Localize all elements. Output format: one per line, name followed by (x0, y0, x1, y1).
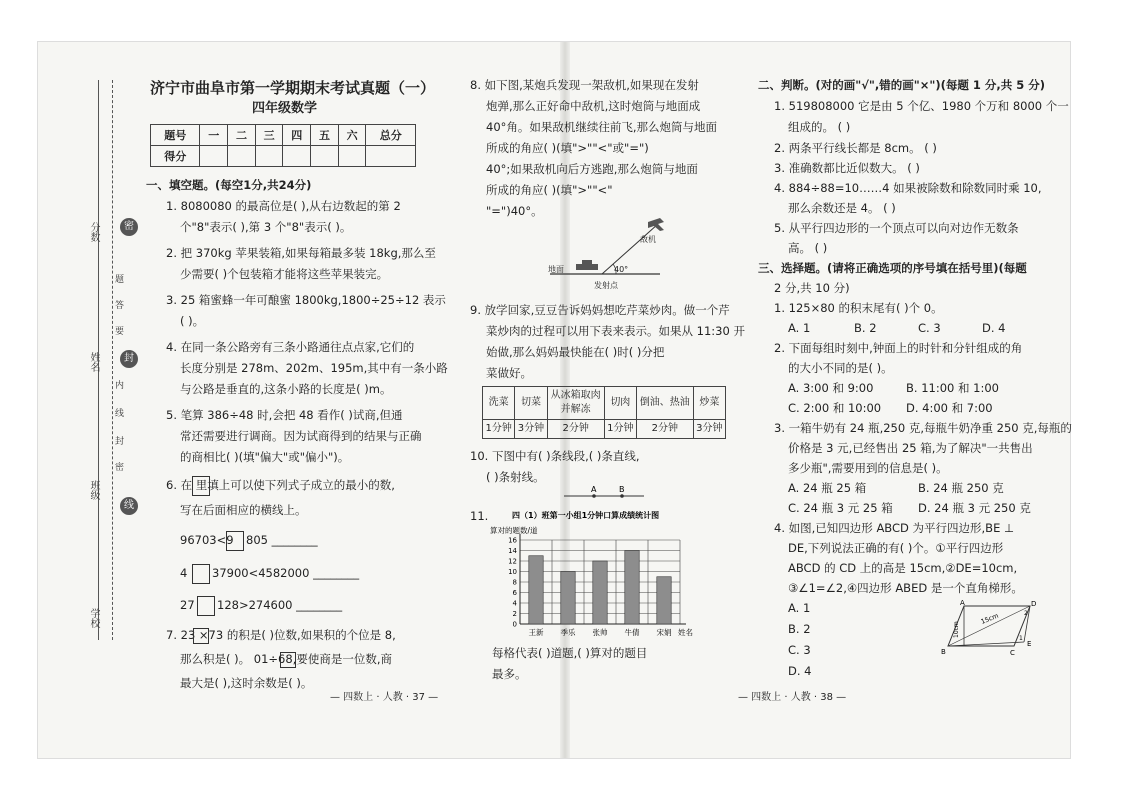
choice4-line3: ABCD 的 CD 上的高是 15cm,②DE=10cm, (788, 561, 1018, 575)
score-header-cell: 一 (200, 125, 228, 146)
point-b (620, 494, 624, 498)
q8-line6: 所成的角应( )(填">""<" (486, 183, 613, 197)
label-launch-point: 发射点 (594, 281, 618, 290)
q8-line5: 40°;如果敌机向后方逃跑,那么炮筒与地面 (486, 162, 698, 176)
score-cell[interactable] (283, 146, 311, 167)
chart-ytick-label: 8 (512, 578, 517, 587)
q10-line1: 10. 下图中有( )条线段,( )条直线, (470, 449, 640, 463)
chart-ylabel: 算对的题数/道 (490, 526, 538, 535)
choice3-line2: 价格是 3 元,已经售出 25 箱,为了解决"一共售出 (788, 441, 1033, 455)
bd-line (948, 606, 1030, 646)
point-a (592, 494, 596, 498)
tank-icon (576, 260, 598, 270)
q11-line2: 最多。 (492, 667, 527, 681)
process-time: 2分钟 (547, 420, 604, 439)
q4-line2: 长度分别是 278m、202m、195m,其中有一条小路 (180, 361, 448, 375)
score-header-cell: 二 (228, 125, 256, 146)
score-cell[interactable] (338, 146, 366, 167)
chart-ytick-label: 0 (512, 620, 517, 629)
label-ground: 地面 (548, 265, 564, 274)
chart-category-label: 牛倩 (624, 628, 640, 637)
margin-note-1: 题 (113, 274, 123, 283)
choice1-d: D. 4 (982, 321, 1006, 335)
q1-line1: 1. 8080080 的最高位是( ),从右边数起的第 2 (166, 199, 401, 213)
cannon-line (602, 224, 658, 274)
q7-line2: 那么积是( )。 01÷68,要使商是一位数,商 (180, 652, 392, 666)
length-10: 10cm (953, 621, 960, 638)
chart-category-label: 季乐 (560, 628, 576, 637)
parallelogram-figure (938, 598, 1038, 656)
right-footer: — 四数上 · 人教 · 38 — (738, 692, 847, 703)
q6-line2: 写在后面相应的横线上。 (180, 503, 307, 517)
choice4-line4: ③∠1=∠2,④四边形 ABED 是一个直角梯形。 (788, 581, 1023, 595)
chart-ytick-label: 6 (512, 589, 517, 597)
q7-line1: 7. 23 ×73 的积是( )位数,如果积的个位是 8, (166, 628, 396, 642)
score-cell[interactable] (200, 146, 228, 167)
q6-item1-left: 96703<9 (180, 533, 234, 547)
judge-line4: 3. 准确数都比近似数大。 ( ) (774, 161, 920, 175)
q4-line1: 4. 在同一条公路旁有三条小路通往点点家,它们的 (166, 340, 415, 354)
chart-title: 四（1）班第一小组1分钟口算成绩统计图 (512, 511, 660, 520)
margin-note-8: 密 (113, 462, 123, 471)
choice1-a: A. 1 (788, 321, 811, 335)
process-times-row (483, 420, 726, 439)
q10-line2: ( )条射线。 (486, 470, 545, 484)
chart-ytick-label: 10 (508, 568, 517, 576)
q5-line1: 5. 笔算 386÷48 时,会把 48 看作( )试商,但通 (166, 408, 403, 422)
chart-xlabel: 姓名 (678, 628, 693, 637)
vertex-c: C (1010, 649, 1015, 656)
section-fill-blank: 一、填空题。(每空1分,共24分) (146, 178, 312, 192)
judge-line1: 1. 519808000 它是由 5 个亿、1980 个万和 8000 个一 (774, 99, 1069, 113)
score-header-cell: 总分 (366, 125, 416, 146)
chart-ytick-label: 16 (508, 536, 517, 545)
plane-icon (648, 218, 664, 231)
margin-dashed-line (112, 80, 113, 640)
process-time: 3分钟 (515, 420, 547, 439)
seal-circle-feng: 封 (120, 350, 138, 368)
margin-label-school: 学校 (88, 608, 99, 628)
q1-line2: 个"8"表示( ),第 3 个"8"表示( )。 (180, 220, 352, 234)
score-header-cell: 五 (311, 125, 339, 146)
score-row-label: 得分 (151, 146, 200, 167)
chart-bar (593, 561, 607, 624)
angle-2: 2 (1024, 610, 1028, 617)
margin-note-7: 封 (113, 436, 123, 445)
q9-line4: 菜做好。 (486, 366, 532, 380)
score-header-cell: 六 (338, 125, 366, 146)
chart-bar (625, 551, 639, 625)
chart-bar (561, 572, 575, 625)
process-table (482, 386, 726, 439)
process-step: 洗菜 (483, 387, 515, 420)
q9-line3: 始做,那么妈妈最快能在( )时( )分把 (486, 345, 665, 359)
judge-line8: 高。 ( ) (788, 241, 828, 255)
chart-ytick-label: 12 (508, 557, 517, 566)
judge-line2: 组成的。 ( ) (788, 120, 851, 134)
exam-subtitle: 四年级数学 (252, 101, 318, 116)
margin-label-class: 班级 (88, 480, 99, 500)
score-header-cell: 四 (283, 125, 311, 146)
q6-sample-box (192, 476, 210, 496)
q8-line3: 40°角。如果敌机继续往前飞,那么炮筒与地面 (486, 120, 718, 134)
q6-item2-box[interactable] (192, 564, 210, 584)
seal-circle-xian: 线 (120, 497, 138, 515)
q8-line1: 8. 如下图,某炮兵发现一架敌机,如果现在发射 (470, 78, 699, 92)
q8-line2: 炮弹,那么正好命中敌机,这时炮筒与地面成 (486, 99, 701, 113)
q11-number: 11. (470, 509, 489, 523)
q6-line1: 6. 在 里填上可以使下列式子成立的最小的数, (166, 478, 395, 492)
be-line (948, 642, 1024, 646)
label-angle: 40° (614, 265, 629, 274)
choice2-b: B. 11:00 和 1:00 (906, 381, 999, 395)
score-header-cell: 三 (255, 125, 283, 146)
point-b-label: B (619, 485, 625, 494)
q6-item3-left: 27 (180, 598, 195, 612)
score-cell[interactable] (228, 146, 256, 167)
q10-figure (560, 484, 650, 506)
section-judge: 二、判断。(对的画"√",错的画"×")(每题 1 分,共 5 分) (758, 78, 1046, 92)
choice2-c: C. 2:00 和 10:00 (788, 401, 882, 415)
choice4-line1: 4. 如图,已知四边形 ABCD 为平行四边形,BE ⊥ (774, 521, 1015, 535)
q7-box1[interactable] (193, 628, 209, 644)
process-time: 3分钟 (693, 420, 725, 439)
process-time: 1分钟 (483, 420, 515, 439)
margin-label-name: 姓名 (88, 352, 99, 372)
q6-item2-left: 4 (180, 566, 188, 580)
judge-line6: 那么余数还是 4。 ( ) (788, 201, 896, 215)
score-cell[interactable] (311, 146, 339, 167)
chart-category-label: 宋娟 (656, 628, 672, 637)
length-15: 15cm (979, 611, 1000, 626)
score-cell[interactable] (366, 146, 416, 167)
q9-line1: 9. 放学回家,豆豆告诉妈妈想吃芹菜炒肉。做一个芹 (470, 303, 730, 317)
q2-line1: 2. 把 370kg 苹果装箱,如果每箱最多装 18kg,那么至 (166, 246, 436, 260)
score-header-cell: 题号 (151, 125, 200, 146)
chart-ytick-label: 14 (508, 547, 517, 555)
chart-ytick-label: 4 (512, 599, 517, 608)
score-table (150, 124, 416, 167)
chart-bar (529, 556, 543, 624)
choice4-line2: DE,下列说法正确的有( )个。①平行四边形 (788, 541, 1004, 555)
q8-figure (540, 212, 680, 294)
process-step: 从冰箱取肉并解冻 (547, 387, 604, 420)
left-footer: — 四数上 · 人教 · 37 — (330, 692, 439, 703)
vertex-e: E (1027, 640, 1032, 648)
q6-item2-right: 37900<4582000 ________ (212, 566, 360, 580)
q7-line3: 最大是( ),这时余数是( )。 (180, 676, 313, 690)
choice1-c: C. 3 (918, 321, 941, 335)
q3-line1: 3. 25 箱蜜蜂一年可酿蜜 1800kg,1800÷25÷12 表示 (166, 293, 446, 307)
margin-note-2: 答 (113, 300, 123, 309)
judge-line7: 5. 从平行四边形的一个顶点可以向对边作无数条 (774, 221, 1019, 235)
choice3-b: B. 24 瓶 250 克 (918, 481, 1004, 495)
angle-1: 1 (1019, 635, 1023, 642)
q2-line2: 少需要( )个包装箱才能将这些苹果装完。 (180, 267, 389, 281)
q3-line2: ( )。 (180, 314, 205, 328)
choice1-b: B. 2 (854, 321, 877, 335)
q8-line4: 所成的角应( )(填">""<"或"=") (486, 141, 649, 155)
choice2-d: D. 4:00 和 7:00 (906, 401, 993, 415)
vertex-a: A (960, 599, 965, 607)
process-step: 切菜 (515, 387, 547, 420)
margin-note-5: 内 (113, 380, 123, 389)
section-choice-2: 2 分,共 10 分) (774, 281, 850, 295)
choice4-c: C. 3 (788, 643, 811, 657)
process-time: 2分钟 (636, 420, 693, 439)
choice2-a: A. 3:00 和 9:00 (788, 381, 874, 395)
margin-label-score: 分数 (88, 222, 99, 242)
process-steps-row (483, 387, 726, 420)
q6-item3-right: 128>274600 ________ (217, 598, 343, 612)
choice3-line1: 3. 一箱牛奶有 24 瓶,250 克,每瓶牛奶净重 250 克,每瓶的 (774, 421, 1072, 435)
judge-line5: 4. 884÷88=10……4 如果被除数和除数同时乘 10, (774, 181, 1042, 195)
vertex-b: B (941, 648, 946, 656)
chart-category-label: 张帅 (592, 628, 608, 637)
q7-box2[interactable] (280, 652, 296, 668)
bar-chart (486, 506, 720, 640)
score-table-header (151, 125, 416, 146)
q6-item3-box[interactable] (197, 596, 215, 616)
choice4-a: A. 1 (788, 601, 811, 615)
q6-item1-box[interactable] (226, 531, 244, 551)
choice3-a: A. 24 瓶 25 箱 (788, 481, 867, 495)
q11-line1: 每格代表( )道题,( )算对的题目 (492, 646, 648, 660)
judge-line3: 2. 两条平行线长都是 8cm。 ( ) (774, 141, 937, 155)
exam-title: 济宁市曲阜市第一学期期末考试真题（一） (150, 79, 436, 97)
score-cell[interactable] (255, 146, 283, 167)
point-a-label: A (591, 485, 597, 494)
label-plane: 敌机 (640, 235, 656, 244)
process-step: 倒油、热油 (636, 387, 693, 420)
margin-note-3: 要 (113, 326, 123, 335)
seal-circle-mi: 密 (120, 218, 138, 236)
choice3-line3: 多少瓶",需要用到的信息是( )。 (788, 461, 948, 475)
q5-line2: 常还需要进行调商。因为试商得到的结果与正确 (180, 429, 422, 443)
choice3-c: C. 24 瓶 3 元 25 箱 (788, 501, 893, 515)
choice3-d: D. 24 瓶 3 元 250 克 (918, 501, 1031, 515)
q6-item1-right: 805 ________ (246, 533, 318, 547)
margin-note-6: 线 (113, 408, 123, 417)
q5-line3: 的商相比( )(填"偏大"或"偏小")。 (180, 450, 350, 464)
process-time: 1分钟 (604, 420, 636, 439)
choice2-line2: 的大小不同的是( )。 (788, 361, 893, 375)
section-choice: 三、选择题。(请将正确选项的序号填在括号里)(每题 (758, 261, 1027, 275)
choice2-line1: 2. 下面每组时刻中,钟面上的时针和分针组成的角 (774, 341, 1023, 355)
chart-category-label: 王新 (528, 628, 544, 637)
process-step: 切肉 (604, 387, 636, 420)
choice4-d: D. 4 (788, 664, 812, 678)
q9-line2: 菜炒肉的过程可以用下表来表示。如果从 11:30 开 (486, 324, 745, 338)
choice4-b: B. 2 (788, 622, 811, 636)
process-step: 炒菜 (693, 387, 725, 420)
chart-bar (657, 577, 671, 624)
q4-line3: 与公路是垂直的,这条小路的长度是( )m。 (180, 382, 392, 396)
q8-line7: "=")40°。 (486, 204, 543, 218)
chart-ytick-label: 2 (512, 610, 517, 618)
vertex-d: D (1031, 600, 1037, 608)
score-table-row (151, 146, 416, 167)
choice1: 1. 125×80 的积末尾有( )个 0。 (774, 301, 943, 315)
